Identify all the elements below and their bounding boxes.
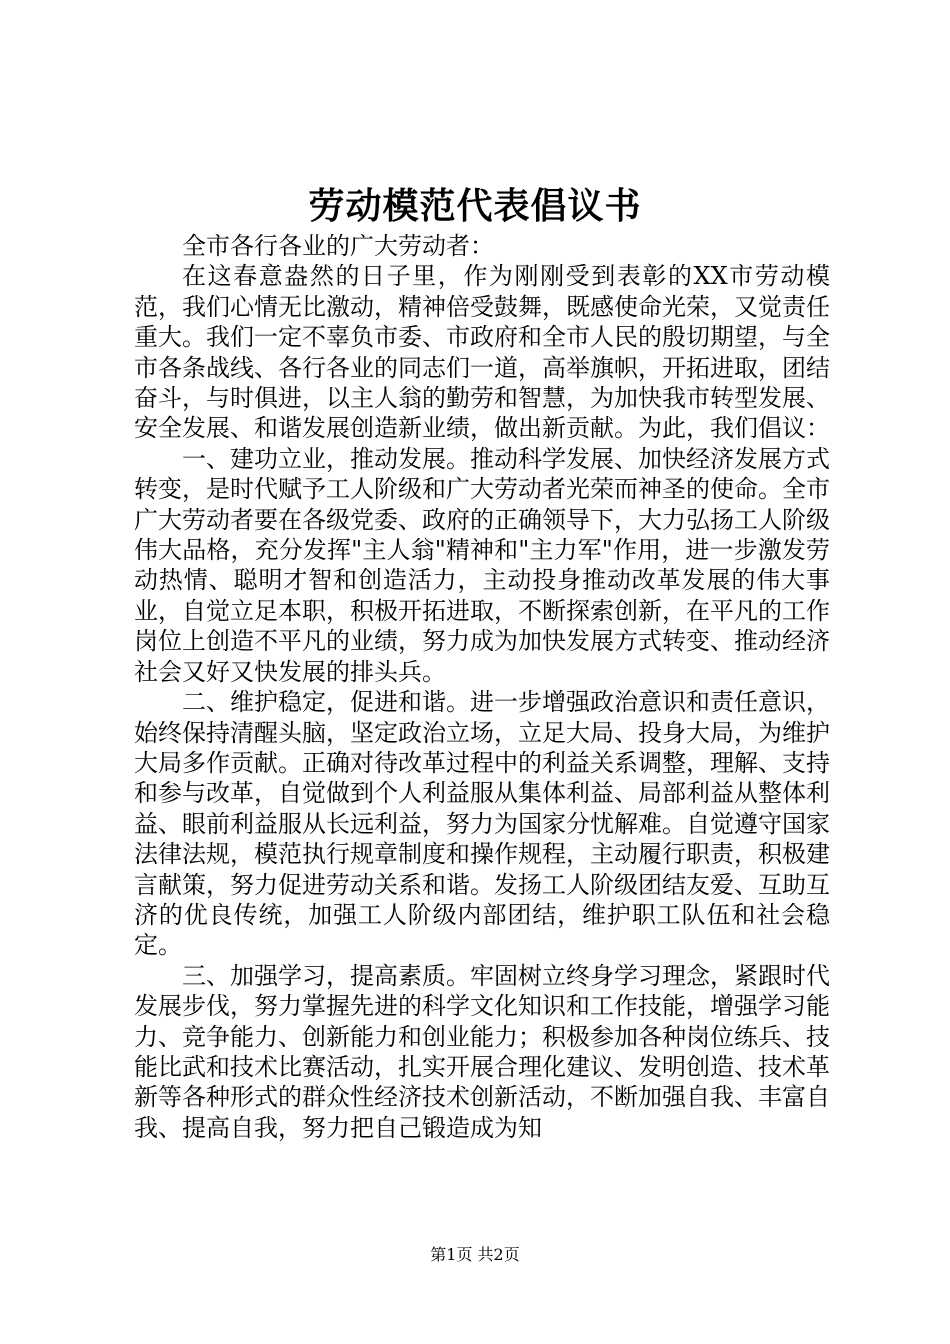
paragraph-two: 二、维护稳定，促进和谐。进一步增强政治意识和责任意识，始终保持清醒头脑，坚定政治立场，立足大局、投身大局，为维护大局多作贡献。正确对待改革过程中的利益关系调整，理解、支持和参与改革，自觉做到个人利益服从集体利益、局部利益从整体利益、眼前利益服从长远利益，努力为国家分忧解难。自觉遵守国家法律法规，模范执行规章制度和操作规程，主动履行职责，积极建言献策，努力促进劳动关系和谐。发扬工人阶级团结友爱、互助互济的优良传统，加强工人阶级内部团结，维护职工队伍和社会稳定。 — [134, 688, 830, 960]
document-body — [134, 231, 830, 1143]
paragraph-one: 一、建功立业，推动发展。推动科学发展、加快经济发展方式转变，是时代赋予工人阶级和广大劳动者光荣而神圣的使命。全市广大劳动者要在各级党委、政府的正确领导下，大力弘扬工人阶级伟大品格，充分发挥"主人翁"精神和"主力军"作用，进一步激发劳动热情、聪明才智和创造活力，主动投身推动改革发展的伟大事业，自觉立足本职，积极开拓进取，不断探索创新，在平凡的工作岗位上创造不平凡的业绩，努力成为加快发展方式转变、推动经济社会又好又快发展的排头兵。 — [134, 444, 830, 686]
document-title: 劳动模范代表倡议书 — [308, 185, 642, 227]
paragraph-three: 三、加强学习，提高素质。牢固树立终身学习理念，紧跟时代发展步伐，努力掌握先进的科学文化知识和工作技能，增强学习能力、竞争能力、创新能力和创业能力；积极参加各种岗位练兵、技能比武和技术比赛活动，扎实开展合理化建议、发明创造、技术革新等各种形式的群众性经济技术创新活动，不断加强自我、丰富自我、提高自我，努力把自己锻造成为知 — [134, 961, 830, 1142]
paragraph-intro: 在这春意盎然的日子里，作为刚刚受到表彰的XX市劳动模范，我们心情无比激动，精神倍受鼓舞，既感使命光荣，又觉责任重大。我们一定不辜负市委、市政府和全市人民的殷切期望，与全市各条战线、各行各业的同志们一道，高举旗帜，开拓进取，团结奋斗，与时俱进，以主人翁的勤劳和智慧，为加快我市转型发展、安全发展、和谐发展创造新业绩，做出新贡献。为此，我们倡议： — [134, 262, 830, 443]
page-footer: 第1页 共2页 — [430, 1245, 520, 1264]
salutation: 全市各行各业的广大劳动者： — [182, 232, 494, 260]
